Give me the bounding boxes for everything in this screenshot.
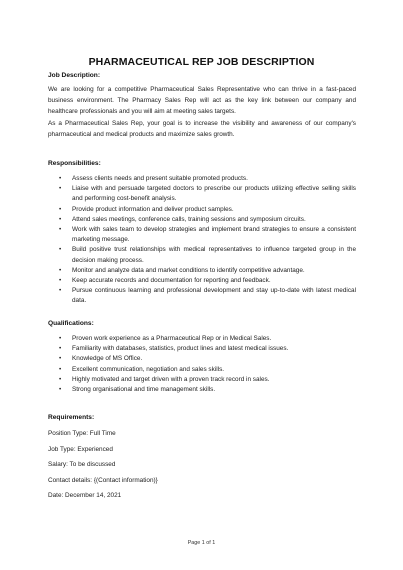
- responsibilities-list: [48, 174, 356, 307]
- list-item: • Proven work experience as a Pharmaceutical Rep or in Medical Sales.: [48, 334, 356, 344]
- bullet-icon: •: [59, 375, 62, 383]
- list-item: • Work with sales team to develop strategies and implement brand strategies to ensure a consistent marketing message.: [59, 226, 356, 244]
- salary-field: Salary: To be discussed: [48, 461, 116, 468]
- bullet-icon: •: [59, 246, 62, 254]
- list-item: • Strong organisational and time management skills.: [48, 385, 356, 395]
- bullet-icon: •: [59, 205, 62, 213]
- bullet-icon: •: [59, 287, 62, 295]
- bullet-icon: •: [59, 335, 62, 342]
- page-number: Page 1 of 1: [187, 540, 216, 546]
- position-type-field: Position Type: Full Time: [48, 430, 116, 437]
- list-item: • Keep accurate records and documentation for reporting and feedback.: [48, 276, 356, 286]
- bullet-icon: •: [59, 365, 62, 373]
- list-item: • Provide product information and deliver product samples.: [48, 205, 356, 215]
- list-item: • Liaise with and persuade targeted doctors to prescribe our products utilizing effective selling skills and performing cost-benefit analysis.: [59, 185, 356, 203]
- bullet-icon: •: [59, 185, 62, 193]
- list-item: • Excellent communication, negotiation and sales skills.: [48, 365, 356, 375]
- list-item: • Highly motivated and target driven with a proven track record in sales.: [48, 375, 356, 385]
- bullet-icon: •: [59, 215, 62, 223]
- list-item: • Familiarity with databases, statistics, product lines and latest medical issues.: [48, 344, 356, 354]
- bullet-icon: •: [59, 226, 62, 234]
- list-item: • Attend sales meetings, conference calls, training sessions and symposium circuits.: [48, 215, 356, 225]
- job-type-field: Job Type: Experienced: [48, 446, 113, 453]
- job-description-paragraph-1: We are looking for a competitive Pharmaceutical Sales Representative who can thrive in a fast-paced business environment. The Pharmacy Sales Rep will act as the key link between our company and healthcare professionals and you will aim at meeting sales targets.: [48, 86, 356, 116]
- list-item: • Monitor and analyze data and market conditions to identify competitive advantage.: [48, 266, 356, 276]
- qualifications-list: [48, 334, 356, 395]
- document-title: PHARMACEUTICAL REP JOB DESCRIPTION: [88, 56, 315, 68]
- bullet-icon: •: [59, 386, 62, 394]
- list-item: • Pursue continuous learning and professional development and stay up-to-date with latest medical data.: [59, 287, 356, 305]
- bullet-icon: •: [59, 355, 62, 363]
- responsibilities-heading: Responsibilities:: [48, 160, 101, 167]
- bullet-icon: •: [59, 345, 62, 353]
- job-description-heading: Job Description:: [48, 72, 101, 79]
- list-item: • Assess clients needs and present suitable promoted products.: [48, 174, 356, 184]
- bullet-icon: •: [59, 277, 62, 285]
- list-item: • Knowledge of MS Office.: [48, 354, 356, 364]
- contact-details-field: Contact details: {(Contact information)}: [48, 477, 158, 484]
- bullet-icon: •: [59, 175, 62, 182]
- date-field: Date: December 14, 2021: [48, 492, 122, 499]
- job-description-paragraph-2: As a Pharmaceutical Sales Rep, your goal is to increase the visibility and awareness of our company's pharmaceutical and medical products and maximize sales growth.: [48, 120, 356, 139]
- list-item: • Build positive trust relationships with medical representatives to influence targeted group in the decision making process.: [59, 246, 356, 264]
- bullet-icon: •: [59, 266, 62, 274]
- requirements-heading: Requirements:: [48, 414, 95, 421]
- qualifications-heading: Qualifications:: [48, 320, 94, 327]
